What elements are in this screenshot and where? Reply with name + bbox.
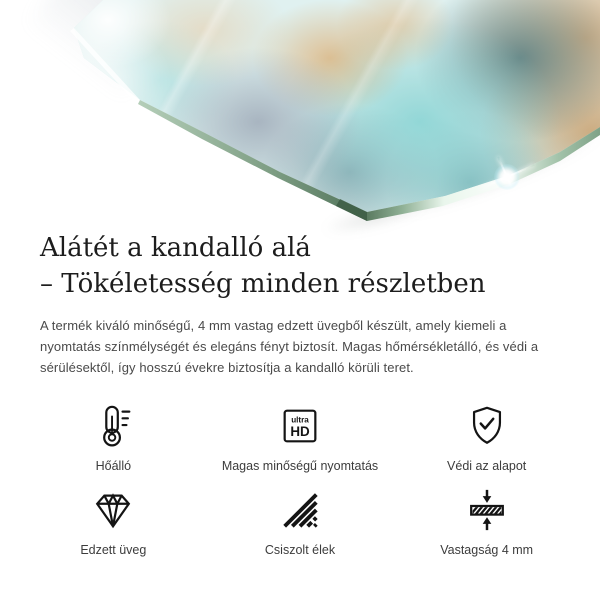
ultra-hd-badge-top: ultra bbox=[291, 415, 309, 425]
feature-heat-resistant bbox=[20, 401, 207, 473]
thickness-icon bbox=[464, 485, 510, 535]
page-title-line2: – Tökéletesség minden részletben bbox=[40, 269, 486, 299]
feature-label: Edzett üveg bbox=[80, 543, 147, 557]
feature-high-quality-print bbox=[207, 401, 394, 473]
feature-label: Hőálló bbox=[95, 459, 132, 473]
feature-label: Magas minőségű nyomtatás bbox=[221, 459, 379, 473]
product-info-section bbox=[40, 230, 564, 378]
diamond-icon bbox=[90, 485, 136, 535]
feature-thickness bbox=[393, 485, 580, 557]
feature-label: Csiszolt élek bbox=[264, 543, 336, 557]
feature-tempered-glass bbox=[20, 485, 207, 557]
page-title-line1: Alátét a kandalló alá bbox=[40, 233, 311, 263]
ultra-hd-icon bbox=[277, 401, 323, 451]
feature-polished-edges bbox=[207, 485, 394, 557]
feature-protects-base bbox=[393, 401, 580, 473]
product-description: A termék kiváló minőségű, 4 mm vastag edzett üvegből készült, amely kiemeli a nyomtatás színmélységét és elegáns fényt biztosít. Magas hőmérsékletálló, és védi a sérülésektől, így hosszú évekre biztosítja a kandalló körüli teret. bbox=[40, 318, 539, 375]
ultra-hd-badge-bottom: HD bbox=[290, 424, 310, 440]
feature-label: Védi az alapot bbox=[447, 459, 527, 473]
glass-reflection-seams bbox=[0, 0, 600, 232]
hero-product-image bbox=[0, 0, 600, 232]
feature-label: Vastagság 4 mm bbox=[440, 543, 534, 557]
feature-grid bbox=[20, 401, 580, 557]
thermometer-icon bbox=[90, 401, 136, 451]
shield-check-icon bbox=[464, 401, 510, 451]
page-title bbox=[40, 230, 564, 302]
polished-edges-icon bbox=[277, 485, 323, 535]
